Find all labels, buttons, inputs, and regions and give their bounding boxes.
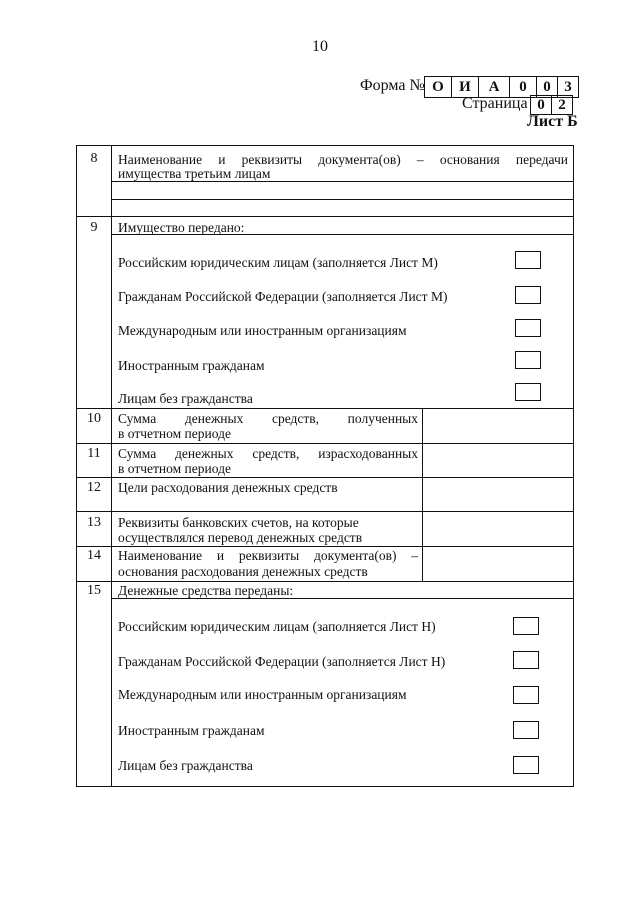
row-number: 14 [87, 548, 101, 563]
row-15-option-label: Международным или иностранным организациям [118, 687, 407, 702]
row-divider [111, 181, 574, 182]
page-digit: 2 [558, 96, 566, 113]
row-15-title: Денежные средства переданы: [118, 583, 294, 598]
form-code-char: А [479, 77, 510, 97]
row-number: 10 [87, 411, 101, 426]
row-9-option-checkbox[interactable] [515, 319, 541, 337]
row-9-option-label: Российским юридическим лицам (заполняется Лист М) [118, 255, 438, 270]
row-number: 12 [87, 480, 101, 495]
row-9-option-label: Иностранным гражданам [118, 358, 265, 373]
row-14-label-line1: Наименование и реквизиты документа(ов) – [118, 548, 418, 563]
row-9-option-label: Международным или иностранным организациям [118, 323, 407, 338]
row-9-option-checkbox[interactable] [515, 286, 541, 304]
row-15-option-checkbox[interactable] [513, 617, 539, 635]
row-number: 9 [90, 220, 98, 235]
row-number: 15 [87, 583, 101, 598]
row-9-option-checkbox[interactable] [515, 251, 541, 269]
form-code-char: 0 [537, 77, 558, 97]
form-code-char: 3 [564, 78, 572, 95]
row-divider [111, 598, 574, 599]
page-number: 10 [312, 38, 328, 55]
row-10-label-line1: Сумма денежных средств, полученных [118, 411, 418, 426]
row-15-option-checkbox[interactable] [513, 686, 539, 704]
form-table [76, 145, 574, 787]
row-divider [77, 581, 574, 582]
row-divider [77, 443, 574, 444]
row-15-option-label: Иностранным гражданам [118, 723, 265, 738]
form-number-label: Форма № [360, 77, 425, 94]
row-13-label-line1: Реквизиты банковских счетов, на которые [118, 515, 359, 530]
column-divider [111, 146, 112, 787]
row-divider [77, 546, 574, 547]
row-9-option-label: Лицам без гражданства [118, 391, 253, 406]
row-divider [111, 199, 574, 200]
row-divider [77, 408, 574, 409]
form-code-char: 0 [510, 77, 537, 97]
row-15-option-label: Гражданам Российской Федерации (заполняется Лист Н) [118, 654, 446, 669]
form-code-char: О [425, 77, 452, 97]
page-digit: 0 [531, 96, 552, 114]
row-number: 11 [87, 446, 101, 461]
row-11-label-line1: Сумма денежных средств, израсходованных [118, 446, 418, 461]
row-9-option-checkbox[interactable] [515, 351, 541, 369]
row-divider [77, 216, 574, 217]
row-12-label: Цели расходования денежных средств [118, 480, 338, 495]
row-9-option-checkbox[interactable] [515, 383, 541, 401]
row-11-label-line2: в отчетном периоде [118, 461, 231, 476]
row-9-option-label: Гражданам Российской Федерации (заполняется Лист М) [118, 289, 448, 304]
row-15-option-label: Российским юридическим лицам (заполняется Лист Н) [118, 619, 436, 634]
form-code-char: И [452, 77, 479, 97]
row-14-label-line2: основания расходования денежных средств [118, 564, 368, 579]
page-label: Страница [462, 95, 528, 112]
row-15-option-checkbox[interactable] [513, 651, 539, 669]
row-15-option-checkbox[interactable] [513, 721, 539, 739]
row-15-option-checkbox[interactable] [513, 756, 539, 774]
row-13-label-line2: осуществлялся перевод денежных средств [118, 530, 363, 545]
row-8-title-line1: Наименование и реквизиты документа(ов) – основания передачи [118, 152, 568, 167]
row-10-label-line2: в отчетном периоде [118, 426, 231, 441]
row-15-option-label: Лицам без гражданства [118, 758, 253, 773]
row-number: 13 [87, 515, 101, 530]
row-number: 8 [90, 151, 98, 166]
sheet-label: Лист Б [527, 113, 578, 130]
row-divider [77, 511, 574, 512]
column-divider [422, 408, 423, 581]
page-number-boxes [530, 95, 573, 115]
row-divider [77, 477, 574, 478]
row-8-title-line2: имущества третьим лицам [118, 166, 271, 181]
row-9-title: Имущество передано: [118, 220, 245, 235]
